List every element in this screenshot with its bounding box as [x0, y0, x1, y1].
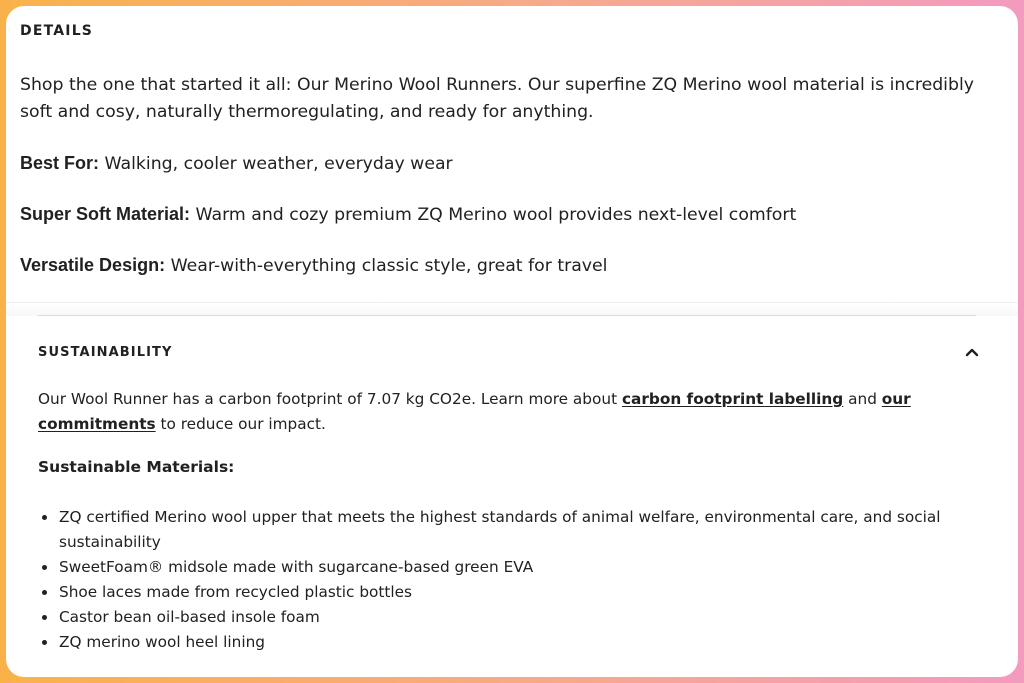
details-section	[6, 6, 1018, 310]
details-heading: DETAILS	[20, 23, 94, 39]
carbon-footprint-labelling-link[interactable]: carbon footprint labelling	[621, 390, 844, 408]
list-item: Shoe laces made from recycled plastic bottles	[38, 580, 968, 605]
list-item: SweetFoam® midsole made with sugarcane-based green EVA	[38, 555, 968, 580]
section-divider	[38, 315, 976, 316]
feature-value: Wear-with-everything classic style, great for travel	[165, 256, 608, 276]
sustainability-heading[interactable]: SUSTAINABILITY	[38, 345, 173, 360]
details-intro: Shop the one that started it all: Our Merino Wool Runners. Our superfine ZQ Merino wool material is incredibly soft and cosy, naturally thermoregulating, and ready for anything.	[20, 75, 974, 122]
feature-value: Walking, cooler weather, everyday wear	[99, 154, 453, 174]
sustainable-materials-list	[38, 505, 968, 655]
carbon-text-part: Our Wool Runner has a carbon footprint of 7.07 kg CO2e. Learn more about	[38, 390, 622, 408]
carbon-text-part: and	[843, 390, 882, 408]
list-item: ZQ certified Merino wool upper that meets the highest standards of animal welfare, environmental care, and social sustainability	[38, 505, 968, 555]
feature-best-for	[20, 150, 1000, 178]
section-separator-band	[6, 302, 1018, 316]
feature-value: Warm and cozy premium ZQ Merino wool provides next-level comfort	[190, 205, 797, 225]
feature-label: Versatile Design:	[20, 255, 166, 275]
list-item: Castor bean oil-based insole foam	[38, 605, 968, 630]
feature-label: Best For:	[20, 153, 100, 173]
carbon-text-part: to reduce our impact.	[155, 414, 326, 433]
carbon-footprint-text	[38, 387, 968, 436]
chevron-up-icon[interactable]	[962, 342, 982, 362]
feature-label: Super Soft Material:	[20, 204, 191, 224]
product-info-card	[6, 6, 1018, 677]
our-commitments-link[interactable]: our commitments	[38, 390, 911, 433]
sustainable-materials-heading: Sustainable Materials:	[38, 458, 235, 476]
list-item: ZQ merino wool heel lining	[38, 630, 968, 655]
feature-super-soft-material	[20, 201, 1000, 229]
feature-versatile-design	[20, 252, 1000, 280]
